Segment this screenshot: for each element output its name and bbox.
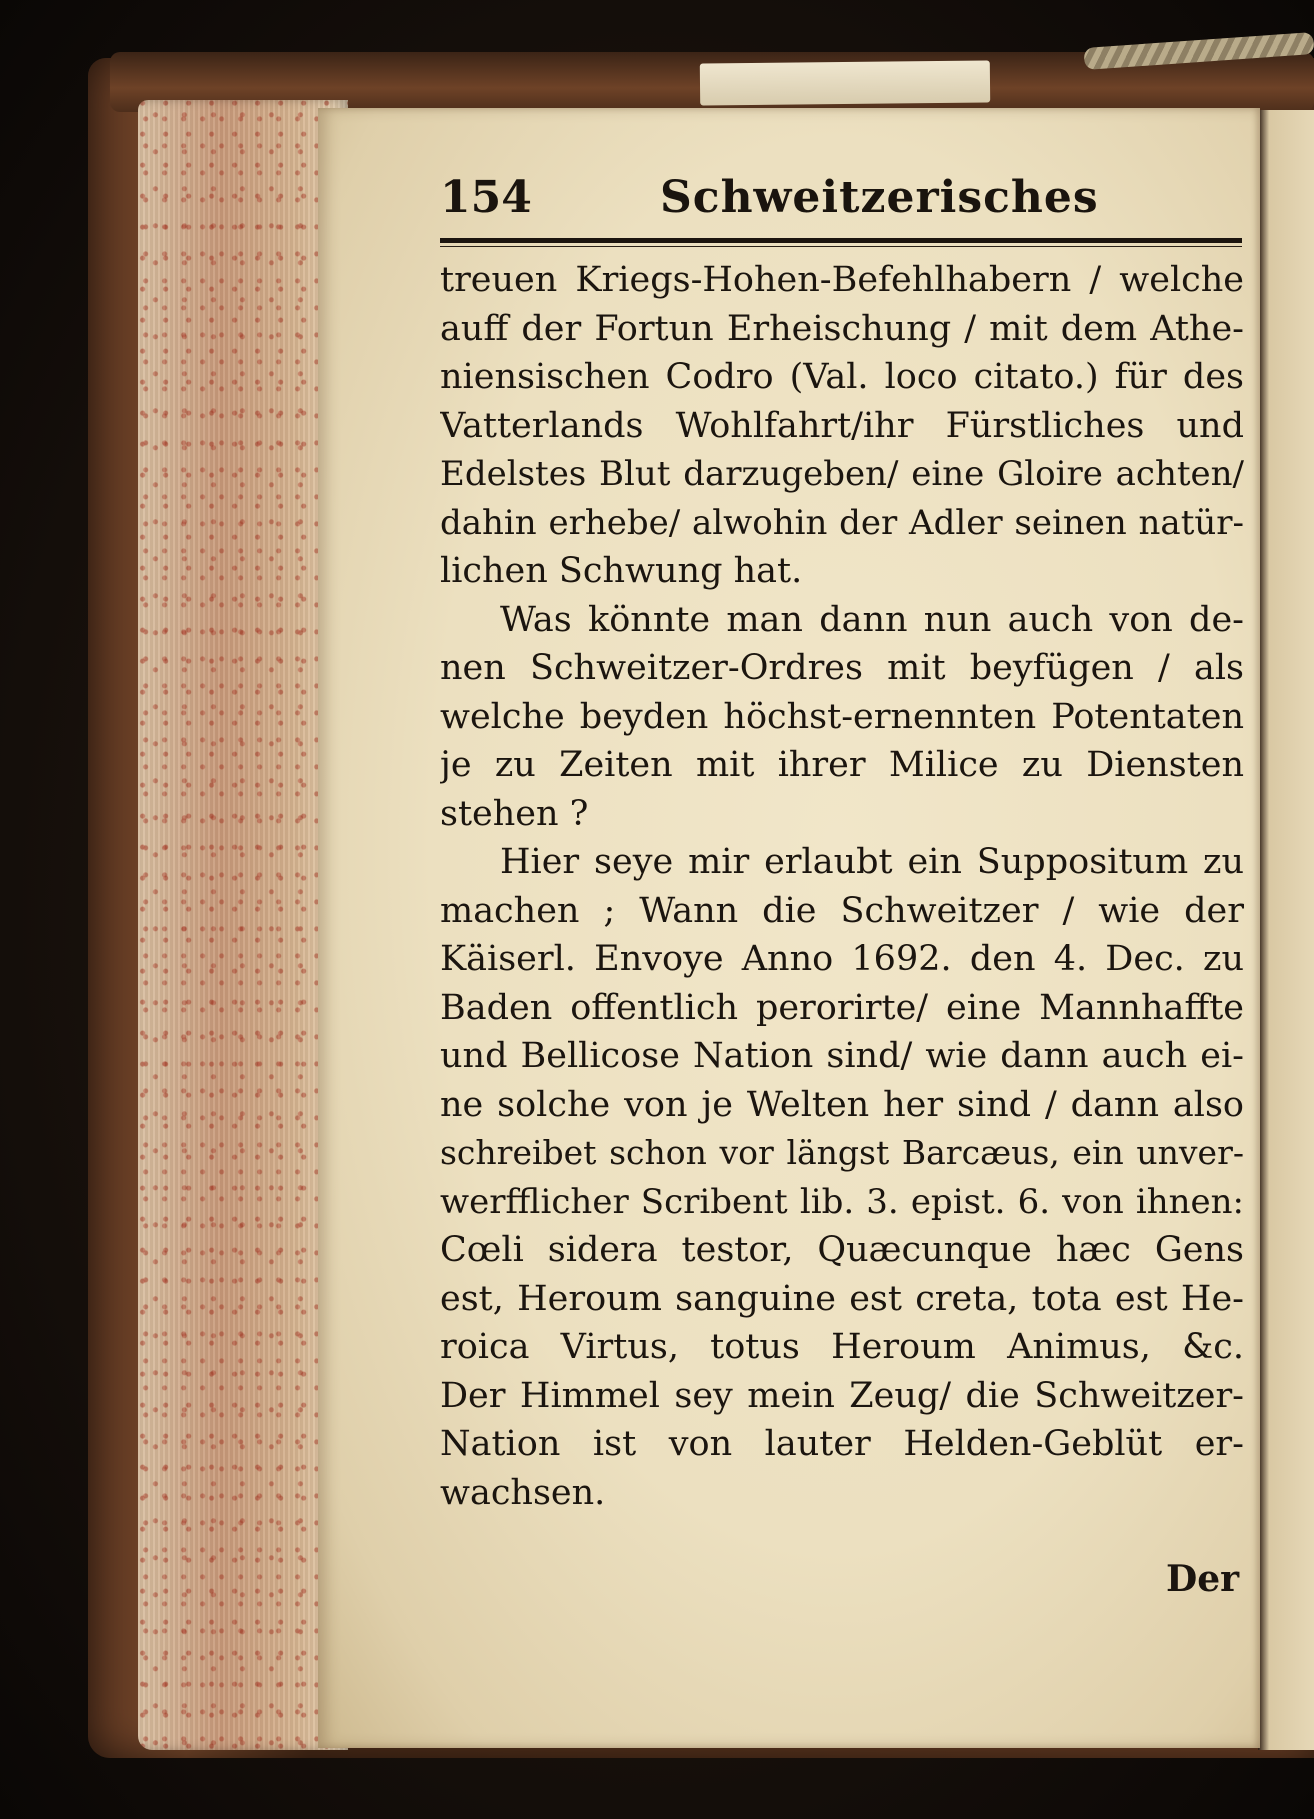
text-line: ne solche von je Welten her sind / dann also — [440, 1084, 1244, 1125]
text-line: Was könnte man dann nun auch von de- — [500, 599, 1244, 640]
text-line: lichen Schwung hat. — [440, 551, 803, 591]
text-line: Vatterlands Wohlfahrt/ihr Fürstliches und — [440, 405, 1244, 446]
text-line: machen ; Wann die Schweitzer / wie der — [440, 890, 1244, 931]
page-header — [440, 172, 1240, 242]
text-line: Edelstes Blut darzugeben/ eine Gloire achten/ — [440, 454, 1244, 494]
text-line: Nation ist von lauter Helden-Geblüt er- — [440, 1424, 1244, 1464]
text-line: Hier seye mir erlaubt ein Suppositum zu — [500, 842, 1244, 882]
text-line: nen Schweitzer-Ordres mit beyfügen / als — [440, 648, 1244, 688]
page-block-edge — [138, 100, 348, 1750]
text-line: Cœli sidera testor, Quæcunque hæc Gens — [440, 1230, 1244, 1270]
running-head: Schweitzerisches — [660, 172, 1099, 223]
header-rule-thin — [440, 246, 1242, 247]
text-line: Baden offentlich perorirte/ eine Mannhaffte — [440, 987, 1244, 1028]
text-line: est, Heroum sanguine est creta, tota est He- — [440, 1278, 1244, 1319]
text-line: und Bellicose Nation sind/ wie dann auch ei- — [440, 1036, 1244, 1076]
catchword: Der — [1166, 1558, 1240, 1600]
text-line: Der Himmel sey mein Zeug/ die Schweitzer- — [440, 1375, 1244, 1416]
text-line: stehen ? — [440, 793, 589, 834]
facing-page-edge — [1258, 110, 1314, 1750]
text-line: welche beyden höchst-ernennten Potentaten — [440, 696, 1244, 737]
page-number: 154 — [440, 172, 532, 223]
text-line: roica Virtus, totus Heroum Animus, &c. — [440, 1327, 1244, 1367]
paper-label-tab — [700, 60, 990, 105]
text-line: schreibet schon vor längst Barcæus, ein unver- — [440, 1133, 1244, 1172]
text-line: werfflicher Scribent lib. 3. epist. 6. von ihnen: — [440, 1181, 1244, 1222]
text-line: je zu Zeiten mit ihrer Milice zu Diensten — [440, 745, 1244, 785]
text-line: auff der Fortun Erheischung / mit dem Athe- — [440, 308, 1244, 349]
body-text — [440, 256, 1244, 1517]
text-line: treuen Kriegs-Hohen-Befehlhabern / welche — [440, 260, 1244, 300]
text-line: Käiserl. Envoye Anno 1692. den 4. Dec. zu — [440, 939, 1244, 979]
text-line: dahin erhebe/ alwohin der Adler seinen natür- — [440, 502, 1244, 543]
text-line: wachsen. — [440, 1472, 606, 1513]
text-line: niensischen Codro (Val. loco citato.) für des — [440, 357, 1244, 397]
header-rule — [440, 238, 1242, 243]
